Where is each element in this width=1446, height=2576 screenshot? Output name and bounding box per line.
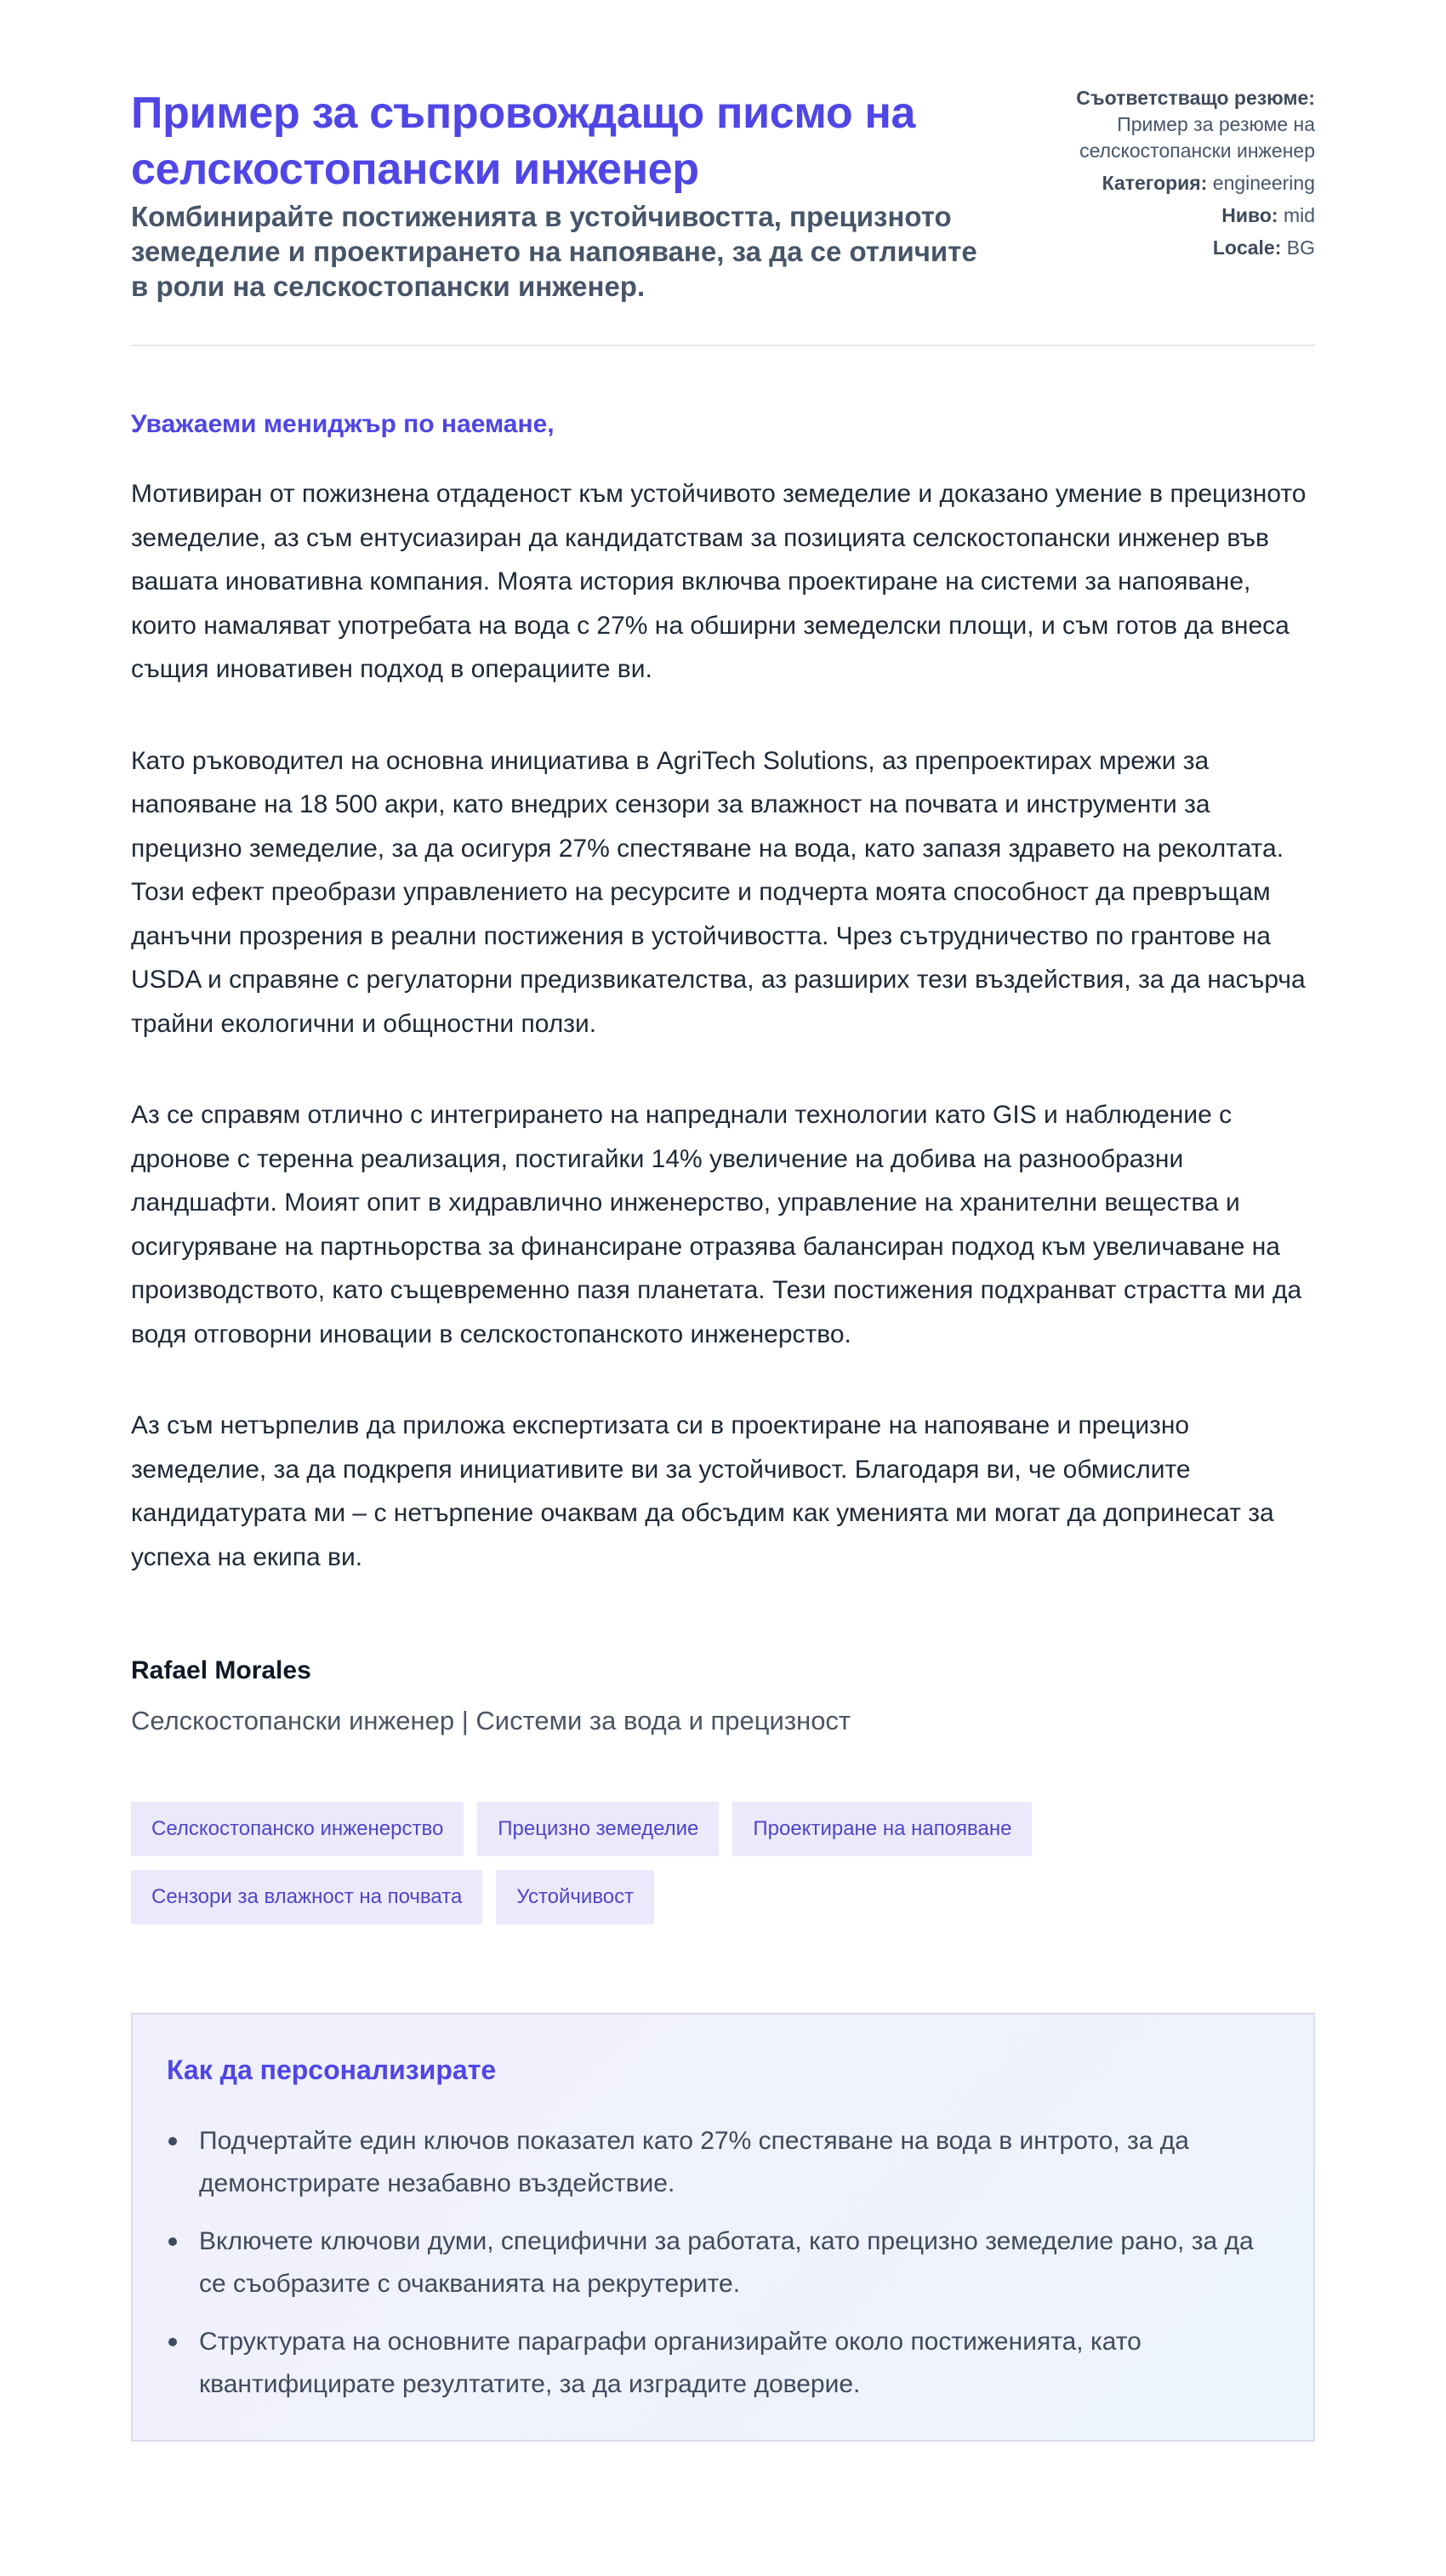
salutation: Уважаеми мениджър по наемане, <box>131 410 555 438</box>
page-title: Пример за съпровождащо писмо на селскостопански инженер <box>131 88 916 194</box>
meta-level <box>1026 202 1315 229</box>
customization-tips-box <box>131 2013 1315 2442</box>
tip-text: Включете ключови думи, специфични за работата, като прецизно земеделие рано, за да се съобразите с очакванията на рекрутерите. <box>199 2227 1254 2298</box>
meta-category <box>1026 170 1315 197</box>
tag-list <box>131 1802 1152 1924</box>
meta-category-label: Категория: <box>1102 172 1208 194</box>
meta-category-value: engineering <box>1212 172 1315 194</box>
letter-paragraph-skills: Аз се справям отлично с интегрирането на напреднали технологии като GIS и наблюдение с дронове с теренна реализация, постигайки 14% увеличение на добива на разнообразни ландшафти. Моият опит в хидравлично инженерство, управление на хранителни вещества и осигуряване на партньорства за финансиране отразява балансиран подход към увеличаване на производството, като същевременно пазя планетата. Тези постижения подхранват страстта ми да водя отговорни иновации в селскостопанското инженерство. <box>131 1101 1302 1348</box>
meta-locale-label: Locale: <box>1212 237 1282 259</box>
tag-soil-moisture-sensors[interactable]: Сензори за влажност на почвата <box>131 1870 482 1924</box>
tips-list <box>167 2120 1279 2406</box>
header-titles <box>131 85 990 304</box>
meta-resume-label: Съответстващо резюме: <box>1076 87 1315 109</box>
tag-irrigation-design[interactable]: Проектиране на напояване <box>732 1802 1032 1856</box>
tip-item <box>167 2321 1279 2406</box>
meta-resume <box>1026 85 1315 164</box>
tag-precision-agriculture[interactable]: Прецизно земеделие <box>477 1802 719 1856</box>
tips-title: Как да персонализирате <box>167 2055 497 2085</box>
page-header <box>131 85 1315 346</box>
bullet-icon <box>168 2338 177 2346</box>
tag-agricultural-engineering[interactable]: Селскостопанско инженерство <box>131 1802 464 1856</box>
meta-resume-link[interactable]: Пример за резюме на селскостопански инженер <box>1079 113 1315 162</box>
bullet-icon <box>168 2237 177 2246</box>
bullet-icon <box>168 2137 177 2146</box>
signature-block <box>131 1654 1315 1739</box>
letter-paragraph-achievements: Като ръководител на основна инициатива в AgriTech Solutions, аз препроектирах мрежи за напояване на 18 500 акри, като внедрих сензори за влажност на почвата и инструменти за прецизно земеделие, за да осигуря 27% спестяване на вода, като запазя здравето на реколтата. Този ефект преобрази управлението на ресурсите и подчерта моята способност да превръщам данъчни прозрения в реални постижения в устойчивостта. Чрез сътрудничество по грантове на USDA и справяне с регулаторни предизвикателства, аз разширих тези въздействия, за да насърча трайни екологични и общностни ползи. <box>131 746 1306 1038</box>
meta-level-label: Ниво: <box>1221 204 1278 226</box>
meta-locale-value: BG <box>1286 237 1315 259</box>
meta-panel <box>1026 85 1315 267</box>
signature-name: Rafael Morales <box>131 1656 311 1684</box>
letter-paragraph-closing: Аз съм нетърпелив да приложа експертизата си в проектиране на напояване и прецизно земеделие, за да подкрепя инициативите ви за устойчивост. Благодаря ви, че обмислите кандидатурата ми – с нетърпение очаквам да обсъдим как уменията ми могат да допринесат за успеха на екипа ви. <box>131 1411 1274 1571</box>
meta-level-value: mid <box>1283 204 1315 226</box>
tip-item <box>167 2120 1279 2205</box>
letter-body <box>131 407 1315 1579</box>
letter-paragraph-intro: Мотивиран от пожизнена отдаденост към устойчивото земеделие и доказано умение в прецизното земеделие, аз съм ентусиазиран да кандидатствам за позицията селскостопански инженер във вашата иновативна компания. Моята история включва проектиране на системи за напояване, които намаляват употребата на вода с 27% на обширни земеделски площи, и съм готов да внеса същия иновативен подход в операциите ви. <box>131 480 1307 683</box>
page-subtitle: Комбинирайте постиженията в устойчивостта, прецизното земеделие и проектирането на напояване, за да се отличите в роли на селскостопански инженер. <box>131 201 977 302</box>
tip-item <box>167 2220 1279 2305</box>
tag-sustainability[interactable]: Устойчивост <box>496 1870 654 1924</box>
tip-text: Структурата на основните параграфи организирайте около постиженията, като квантифицирате резултатите, за да изградите доверие. <box>199 2328 1141 2398</box>
meta-locale <box>1026 235 1315 261</box>
tip-text: Подчертайте един ключов показател като 27% спестяване на вода в интрото, за да демонстрирате незабавно въздействие. <box>199 2127 1189 2197</box>
signature-title: Селскостопански инженер | Системи за вода и прецизност <box>131 1706 851 1735</box>
